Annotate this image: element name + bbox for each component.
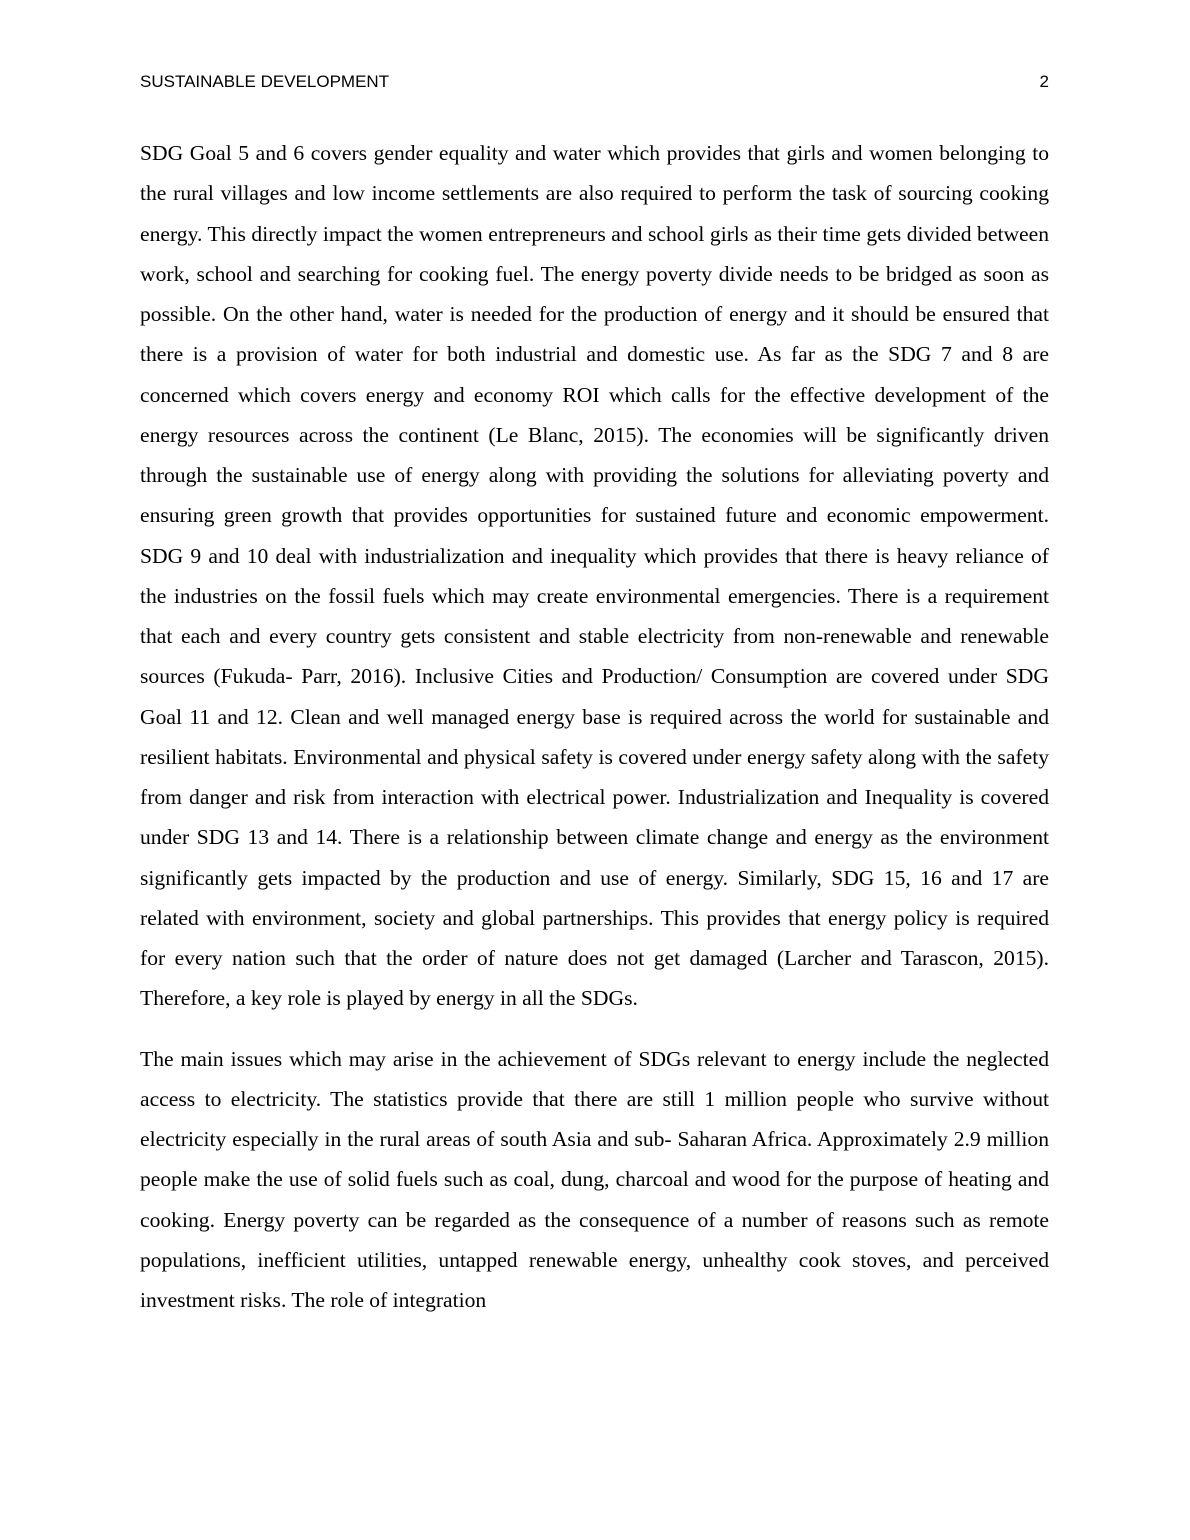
- body-text: [140, 133, 1049, 1340]
- running-head: SUSTAINABLE DEVELOPMENT: [140, 72, 390, 91]
- page-number: 2: [1039, 72, 1049, 91]
- paragraph-sdg-goals: SDG Goal 5 and 6 covers gender equality and water which provides that girls and women belonging to the rural villages and low income settlements are also required to perform the task of sourcing cooking energy. This directly impact the women entrepreneurs and school girls as their time gets divided between work, school and searching for cooking fuel. The energy poverty divide needs to be bridged as soon as possible. On the other hand, water is needed for the production of energy and it should be ensured that there is a provision of water for both industrial and domestic use. As far as the SDG 7 and 8 are concerned which covers energy and economy ROI which calls for the effective development of the energy resources across the continent (Le Blanc, 2015). The economies will be significantly driven through the sustainable use of energy along with providing the solutions for alleviating poverty and ensuring green growth that provides opportunities for sustained future and economic empowerment. SDG 9 and 10 deal with industrialization and inequality which provides that there is heavy reliance of the industries on the fossil fuels which may create environmental emergencies. There is a requirement that each and every country gets consistent and stable electricity from non-renewable and renewable sources (Fukuda- Parr, 2016). Inclusive Cities and Production/ Consumption are covered under SDG Goal 11 and 12. Clean and well managed energy base is required across the world for sustainable and resilient habitats. Environmental and physical safety is covered under energy safety along with the safety from danger and risk from interaction with electrical power. Industrialization and Inequality is covered under SDG 13 and 14. There is a relationship between climate change and energy as the environment significantly gets impacted by the production and use of energy. Similarly, SDG 15, 16 and 17 are related with environment, society and global partnerships. This provides that energy policy is required for every nation such that the order of nature does not get damaged (Larcher and Tarascon, 2015). Therefore, a key role is played by energy in all the SDGs.: [140, 141, 1049, 1011]
- paragraph-main-issues: The main issues which may arise in the achievement of SDGs relevant to energy include the neglected access to electricity. The statistics provide that there are still 1 million people who survive without electricity especially in the rural areas of south Asia and sub- Saharan Africa. Approximately 2.9 million people make the use of solid fuels such as coal, dung, charcoal and wood for the purpose of heating and cooking. Energy poverty can be regarded as the consequence of a number of reasons such as remote populations, inefficient utilities, untapped renewable energy, unhealthy cook stoves, and perceived investment risks. The role of integration: [140, 1046, 1049, 1312]
